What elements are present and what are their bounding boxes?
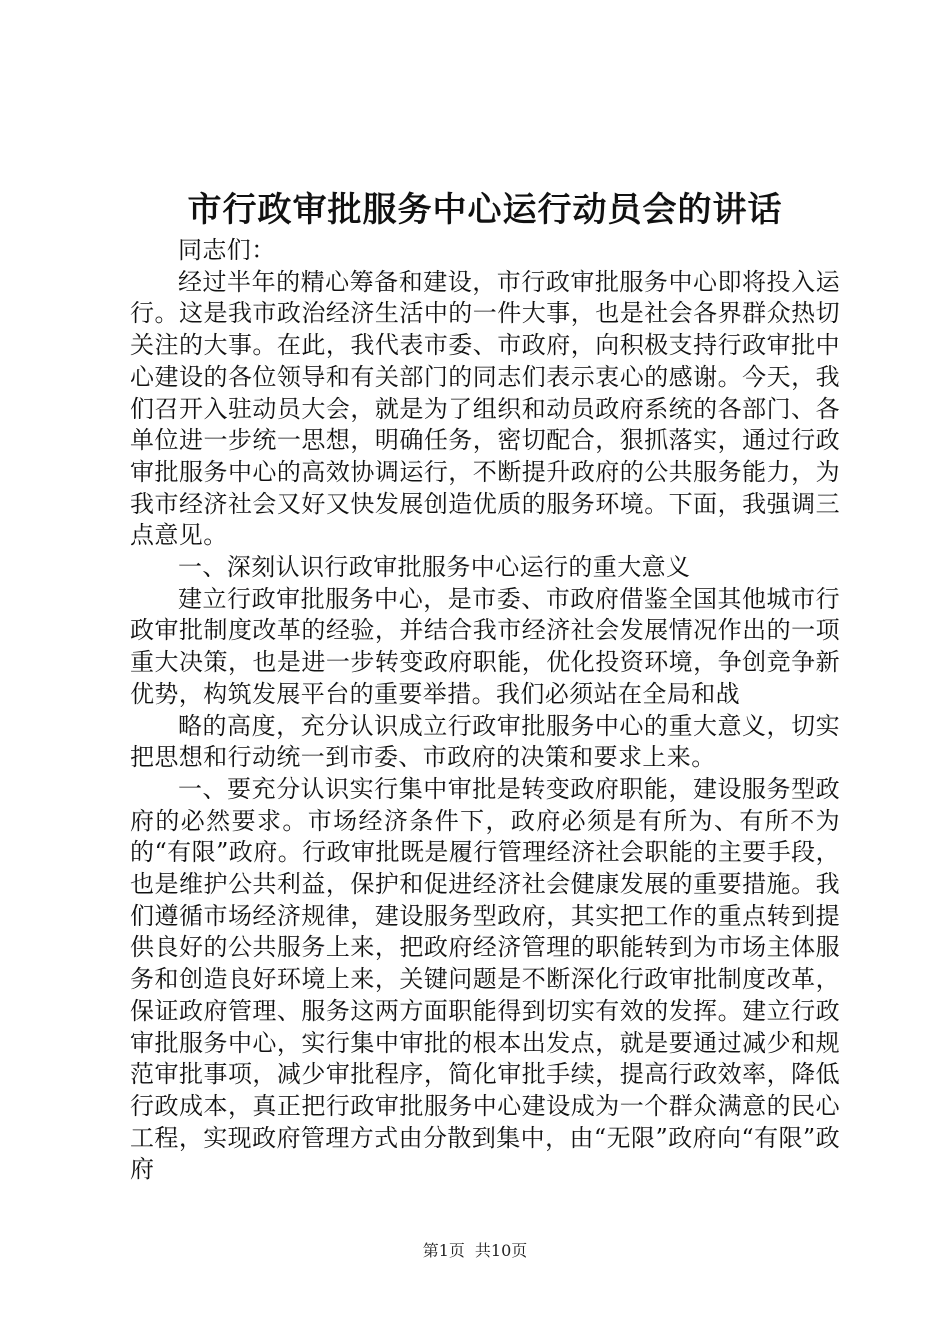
paragraph-point-one: 一、要充分认识实行集中审批是转变政府职能，建设服务型政府的必然要求。市场经济条件下，政府必须是有所为、有所不为的“有限”政府。行政审批既是履行管理经济社会职能的主要手段，也是维护公共利益，保护和促进经济社会健康发展的重要措施。我们遵循市场经济规律，建设服务型政府，其实把工作的重点转到提供良好的公共服务上来，把政府经济管理的职能转到为市场主体服务和创造良好环境上来，关键问题是不断深化行政审批制度改革，保证政府管理、服务这两方面职能得到切实有效的发挥。建立行政审批服务中心，实行集中审批的根本出发点，就是要通过减少和规范审批事项，减少审批程序，简化审批手续，提高行政效率，降低行政成本，真正把行政审批服务中心建设成为一个群众满意的民心工程，实现政府管理方式由分散到集中，由“无限”政府向“有限”政府 <box>130 774 840 1184</box>
paragraph-significance: 建立行政审批服务中心，是市委、市政府借鉴全国其他城市行政审批制度改革的经验，并结合我市经济社会发展情况作出的一项重大决策，也是进一步转变政府职能，优化投资环境，争创竞争新优势，构筑发展平台的重要举措。我们必须站在全局和战 <box>130 584 840 708</box>
document-title: 市行政审批服务中心运行动员会的讲话 <box>187 190 783 230</box>
page-number: 第1页 <box>422 1241 465 1260</box>
salutation: 同志们： <box>178 236 276 264</box>
section-heading: 一、深刻认识行政审批服务中心运行的重大意义 <box>178 553 691 582</box>
page-footer <box>0 1240 950 1262</box>
paragraph-intro: 经过半年的精心筹备和建设，市行政审批服务中心即将投入运行。这是我市政治经济生活中的一件大事，也是社会各界群众热切关注的大事。在此，我代表市委、市政府，向积极支持行政审批中心建设的各位领导和有关部门的同志们表示衷心的感谢。今天，我们召开入驻动员大会，就是为了组织和动员政府系统的各部门、各单位进一步统一思想，明确任务，密切配合，狠抓落实，通过行政审批服务中心的高效协调运行，不断提升政府的公共服务能力，为我市经济社会又好又快发展创造优质的服务环境。下面，我强调三点意见。 <box>130 267 840 550</box>
paragraph-significance-cont: 略的高度，充分认识成立行政审批服务中心的重大意义，切实把思想和行动统一到市委、市政府的决策和要求上来。 <box>130 711 840 772</box>
document-body <box>130 235 840 1186</box>
page-total: 共10页 <box>474 1241 528 1260</box>
